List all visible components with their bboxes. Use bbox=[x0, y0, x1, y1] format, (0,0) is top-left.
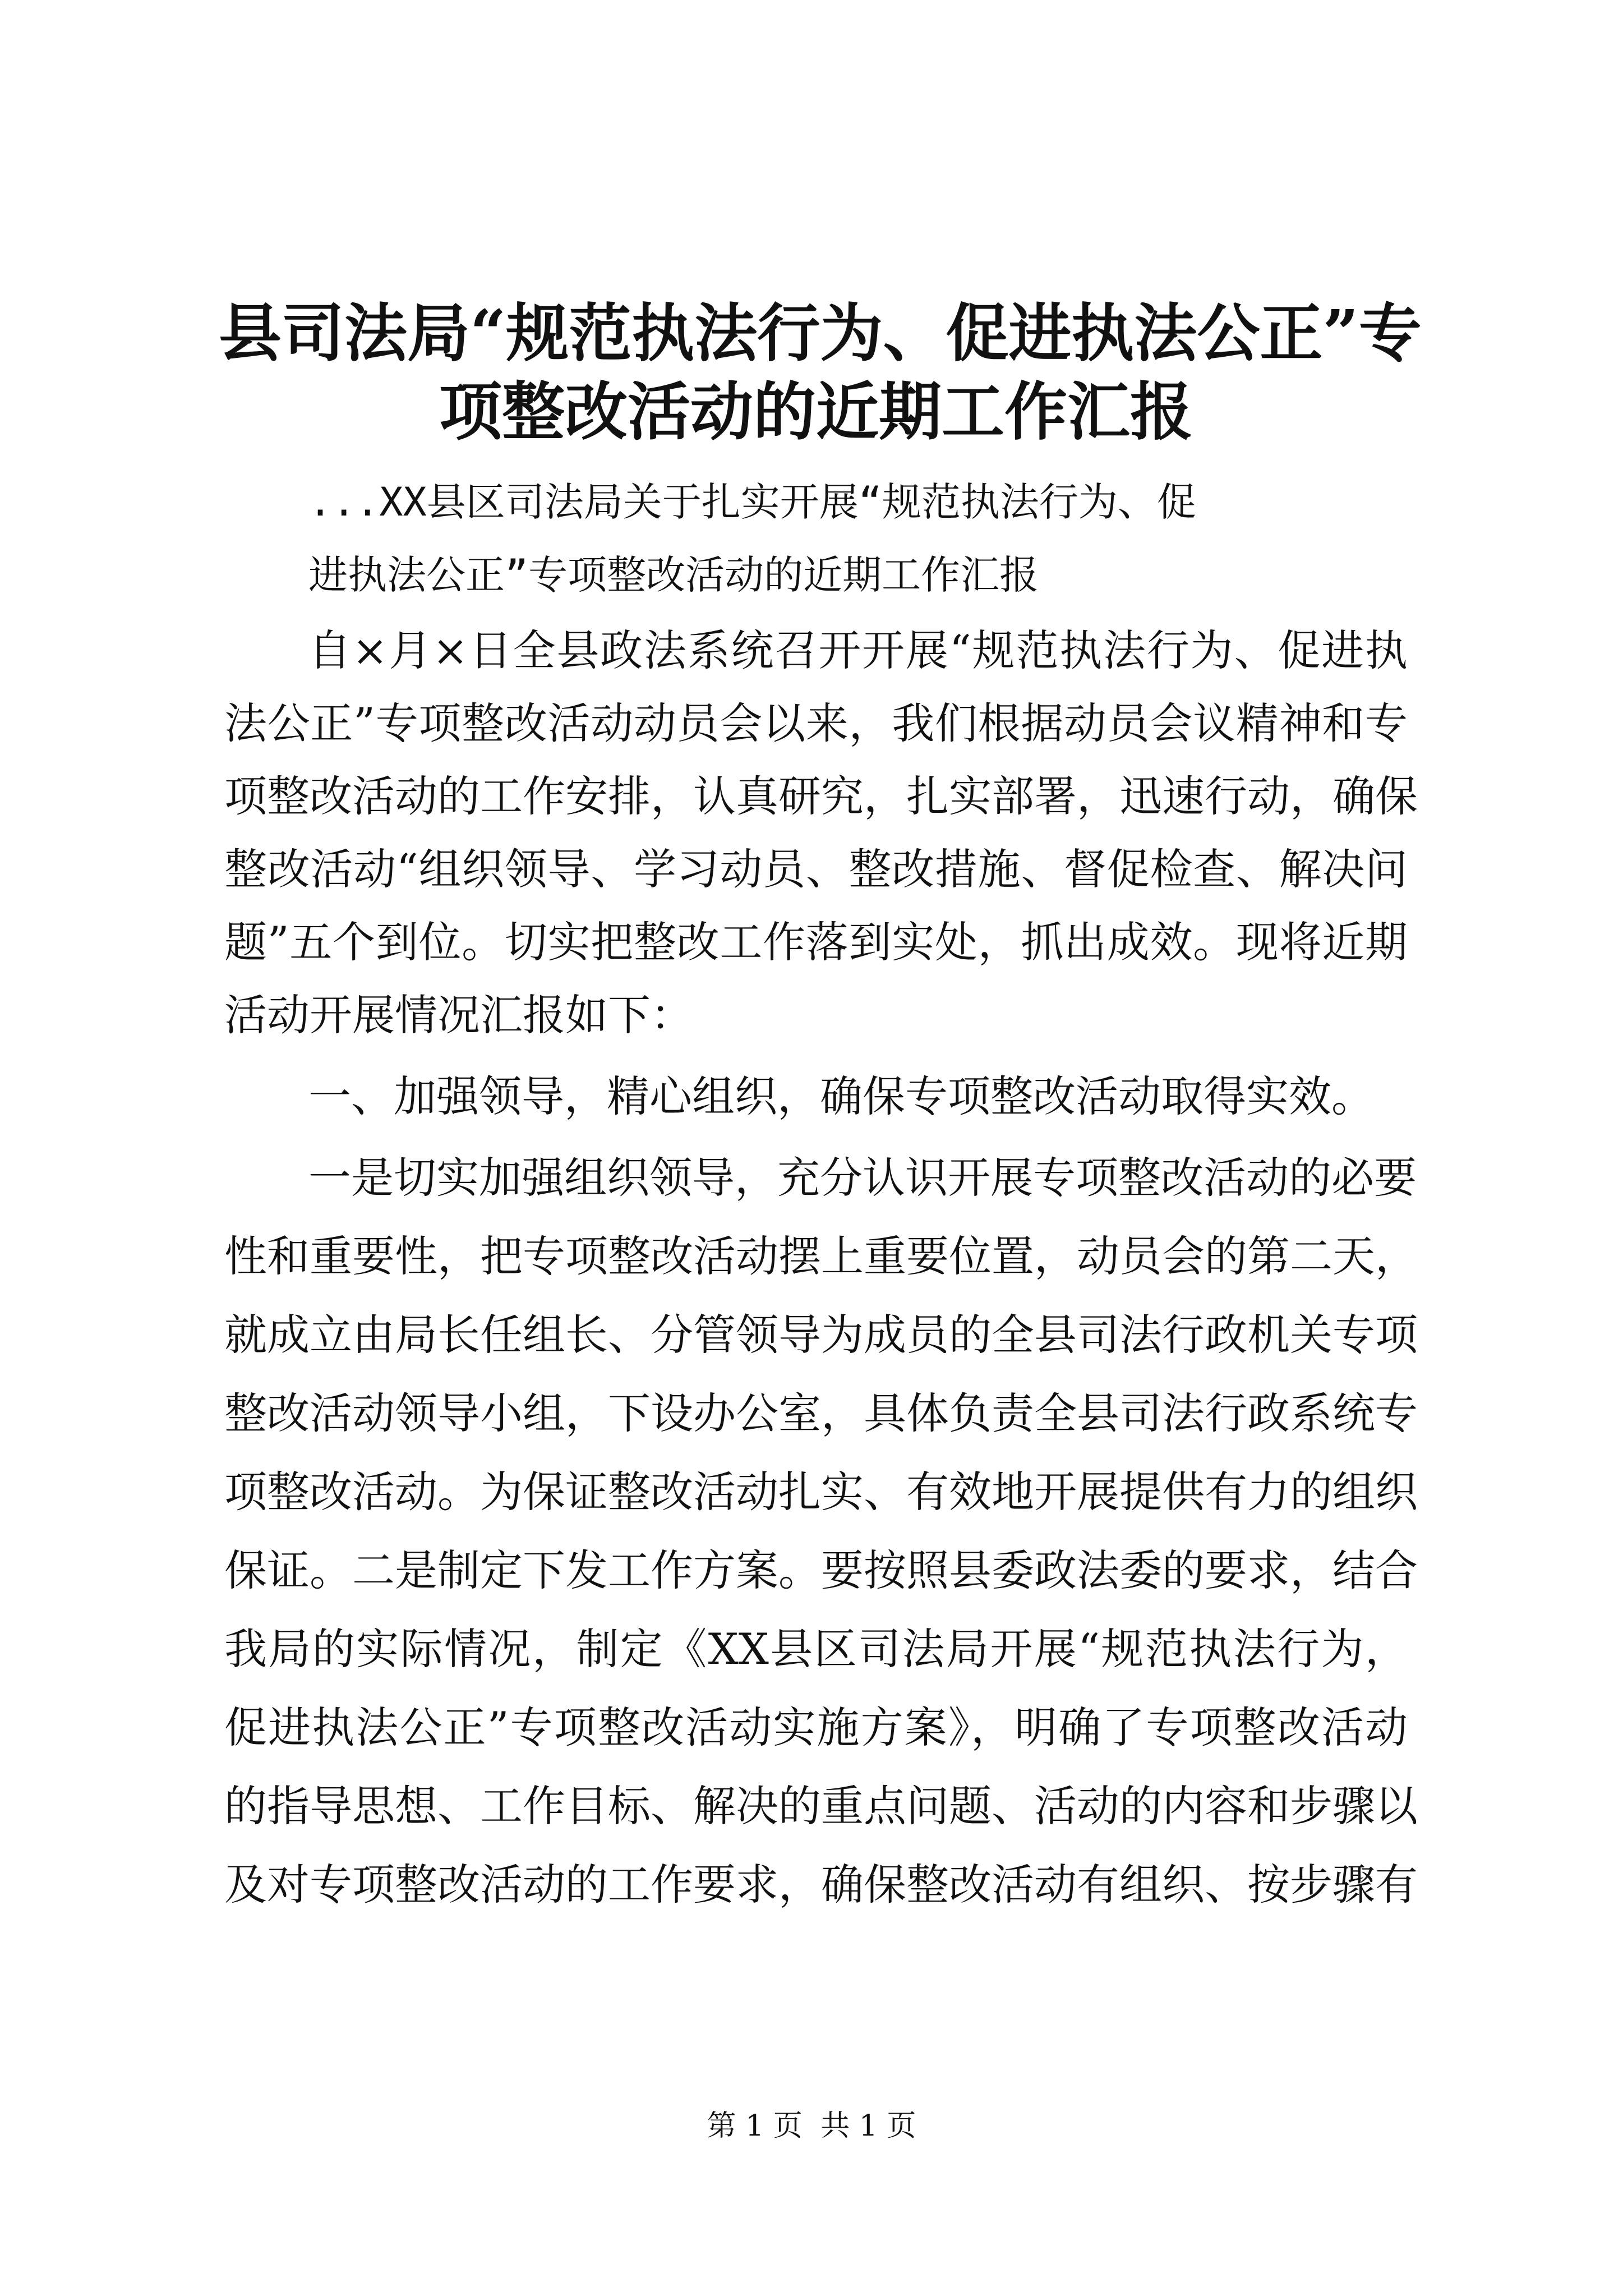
body-line: 法公正”专项整改活动动员会以来，我们根据动员会议精神和专 bbox=[224, 698, 1408, 748]
body-line: 项整改活动的工作安排，认真研究，扎实部署，迅速行动，确保 bbox=[224, 771, 1418, 821]
body-line: 的指导思想、工作目标、解决的重点问题、活动的内容和步骤以 bbox=[224, 1781, 1418, 1831]
subtitle-line-2: 进执法公正”专项整改活动的近期工作汇报 bbox=[308, 552, 1039, 598]
body-line: 题”五个到位。切实把整改工作落到实处，抓出成效。现将近期 bbox=[224, 917, 1408, 967]
page-number-label: 第 1 页 bbox=[707, 2109, 803, 2143]
page-total-label: 共 1 页 bbox=[820, 2109, 916, 2143]
subtitle-line-1: ...XX县区司法局关于扎实开展“规范执法行为、促 bbox=[308, 479, 1196, 525]
page-footer bbox=[0, 2106, 1623, 2146]
body-line: 项整改活动。为保证整改活动扎实、有效地开展提供有力的组织 bbox=[224, 1467, 1418, 1517]
body-line: 整改活动“组织领导、学习动员、整改措施、督促检查、解决问 bbox=[224, 844, 1408, 894]
body-line: 促进执法公正”专项整改活动实施方案》，明确了专项整改活动 bbox=[224, 1703, 1408, 1752]
body-line: 自×月×日全县政法系统召开开展“规范执法行为、促进执 bbox=[308, 625, 1408, 675]
document-title-line-2: 项整改活动的近期工作汇报 bbox=[439, 375, 1193, 449]
body-line: 就成立由局长任组长、分管领导为成员的全县司法行政机关专项 bbox=[224, 1310, 1418, 1360]
body-line: 活动开展情况汇报如下： bbox=[224, 990, 693, 1040]
body-line: 我局的实际情况，制定《XX县区司法局开展“规范执法行为， bbox=[224, 1624, 1408, 1674]
body-line: 一是切实加强组织领导，充分认识开展专项整改活动的必要 bbox=[308, 1153, 1417, 1203]
document-title-line-1: 县司法局“规范执法行为、促进执法公正”专 bbox=[219, 297, 1422, 370]
body-line: 整改活动领导小组，下设办公室，具体负责全县司法行政系统专 bbox=[224, 1388, 1418, 1438]
section-heading: 一、加强领导，精心组织，确保专项整改活动取得实效。 bbox=[308, 1071, 1374, 1121]
body-line: 保证。二是制定下发工作方案。要按照县委政法委的要求，结合 bbox=[224, 1545, 1418, 1595]
body-line: 性和重要性，把专项整改活动摆上重要位置，动员会的第二天， bbox=[224, 1231, 1418, 1281]
body-line: 及对专项整改活动的工作要求，确保整改活动有组织、按步骤有 bbox=[224, 1860, 1418, 1910]
